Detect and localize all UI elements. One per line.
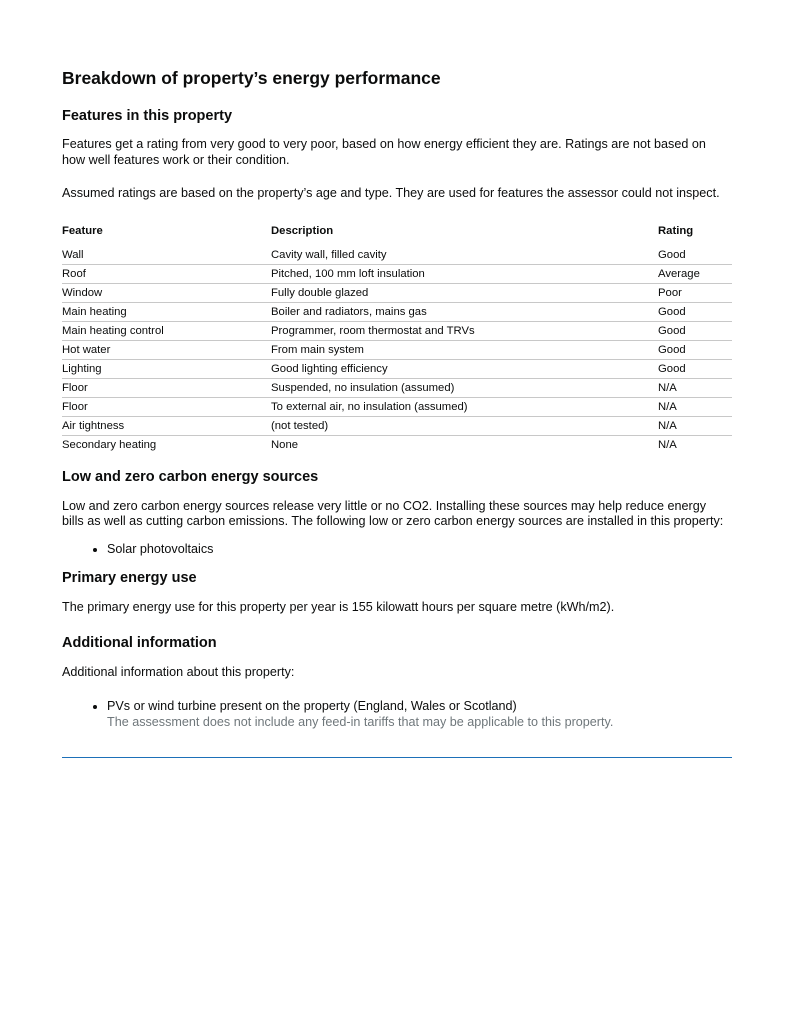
description-cell: Programmer, room thermostat and TRVs [271, 321, 658, 340]
feature-cell: Lighting [62, 359, 271, 378]
list-item [107, 699, 731, 730]
table-row [62, 378, 732, 397]
feature-cell: Roof [62, 264, 271, 283]
list-item: • Solar photovoltaics [107, 542, 731, 558]
section-divider [62, 757, 732, 758]
description-cell: From main system [271, 340, 658, 359]
description-cell: Fully double glazed [271, 283, 658, 302]
table-row [62, 397, 732, 416]
feature-cell: Hot water [62, 340, 271, 359]
features-heading: Features in this property [62, 108, 233, 124]
feature-cell: Floor [62, 397, 271, 416]
primary-energy-heading: Primary energy use [62, 570, 197, 586]
rating-cell: N/A [658, 438, 677, 451]
table-header-row [62, 220, 732, 246]
rating-cell: Poor [658, 283, 732, 302]
feature-cell: Main heating control [62, 321, 271, 340]
rating-cell: Average [658, 264, 732, 283]
features-intro-1: Features get a rating from very good to very poor, based on how energy efficient they are. Ratings are not based on how well features work or their condition. [62, 137, 706, 167]
feature-cell: Air tightness [62, 416, 271, 435]
feature-cell: Wall [62, 246, 271, 265]
description-cell: Pitched, 100 mm loft insulation [271, 264, 658, 283]
rating-cell: N/A [658, 416, 732, 435]
table-row [62, 283, 732, 302]
description-cell: None [271, 438, 299, 451]
additional-info-list [62, 699, 731, 730]
table-row [62, 302, 732, 321]
feature-cell: Window [62, 283, 271, 302]
header-feature: Feature [62, 224, 103, 237]
description-cell: Cavity wall, filled cavity [271, 246, 658, 265]
list-item-main: PVs or wind turbine present on the property (England, Wales or Scotland) [107, 699, 517, 713]
list-item-note: The assessment does not include any feed-in tariffs that may be applicable to this property. [107, 714, 614, 729]
rating-cell: Good [658, 359, 732, 378]
table-row [62, 246, 732, 265]
primary-energy-text: The primary energy use for this property per year is 155 kilowatt hours per square metre (kWh/m2). [62, 600, 615, 614]
page-title: Breakdown of property’s energy performance [62, 68, 441, 88]
table-row [62, 264, 732, 283]
description-cell: Good lighting efficiency [271, 359, 658, 378]
rating-cell: N/A [658, 378, 732, 397]
rating-cell: Good [658, 340, 732, 359]
table-row [62, 359, 732, 378]
features-intro-2: Assumed ratings are based on the property’s age and type. They are used for features the assessor could not inspect. [62, 186, 720, 200]
table-row [62, 416, 732, 435]
lzc-heading: Low and zero carbon energy sources [62, 468, 319, 485]
table-row [62, 321, 732, 340]
additional-info-heading: Additional information [62, 634, 217, 651]
feature-cell: Main heating [62, 302, 271, 321]
description-cell: To external air, no insulation (assumed) [271, 397, 658, 416]
rating-cell: N/A [658, 397, 732, 416]
table-row [62, 340, 732, 359]
feature-cell: Secondary heating [62, 438, 157, 451]
rating-cell: Good [658, 246, 732, 265]
features-table [62, 220, 732, 454]
lzc-text: Low and zero carbon energy sources release very little or no CO2. Installing these sources may help reduce energy bills as well as cutting carbon emissions. The following low or zero carbon energy sources are installed in this property: [62, 498, 724, 528]
description-cell: (not tested) [271, 416, 658, 435]
additional-info-text: Additional information about this property: [62, 664, 295, 679]
header-description: Description [271, 224, 334, 237]
table-row [62, 435, 732, 454]
description-cell: Suspended, no insulation (assumed) [271, 378, 658, 397]
description-cell: Boiler and radiators, mains gas [271, 302, 658, 321]
header-rating: Rating [658, 224, 694, 237]
rating-cell: Good [658, 321, 732, 340]
rating-cell: Good [658, 302, 732, 321]
feature-cell: Floor [62, 378, 271, 397]
lzc-list [62, 542, 731, 558]
